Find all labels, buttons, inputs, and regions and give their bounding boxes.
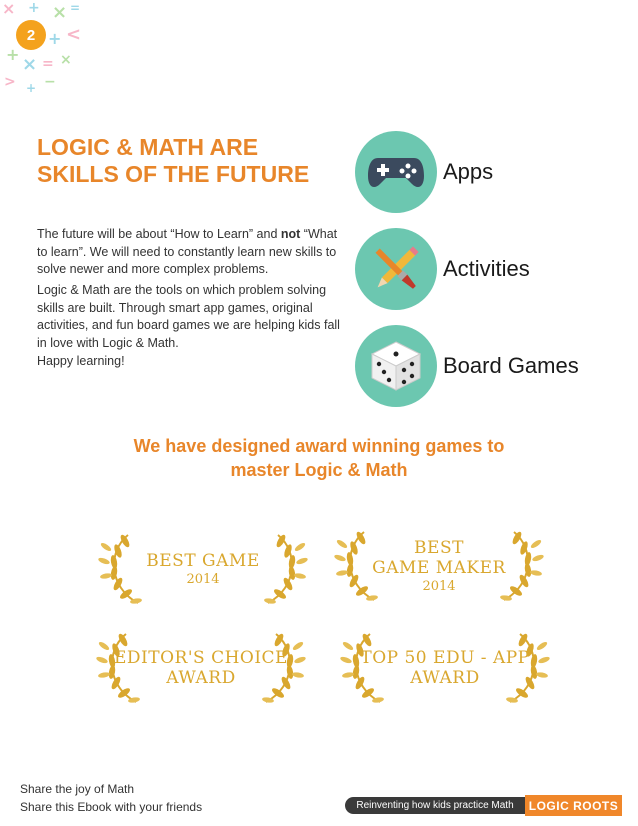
intro-paragraph (37, 226, 342, 279)
title-line-1: LOGIC & MATH ARE (37, 134, 259, 160)
svg-text:+: + (6, 45, 20, 64)
svg-text:+: + (48, 29, 62, 48)
awards-heading-line-2: master Logic & Math (230, 460, 408, 480)
award-subtitle: GAME MAKER (372, 557, 506, 578)
feature-apps (355, 131, 493, 213)
feature-label: Board Games (443, 353, 579, 378)
svg-text:<: < (66, 24, 82, 45)
award-title: BEST GAME (146, 550, 260, 571)
award-subtitle: AWARD (410, 668, 480, 688)
award-year: 2014 (186, 571, 220, 587)
feature-label: Apps (443, 159, 494, 184)
award-top-50-edu-app (340, 628, 550, 708)
svg-text:>: > (4, 74, 16, 90)
intro-text-start: The future will be about “How to Learn” and (37, 227, 281, 241)
svg-text:=: = (42, 56, 54, 72)
svg-text:+: + (26, 81, 37, 95)
award-subtitle: AWARD (166, 668, 236, 688)
feature-activities (355, 228, 530, 310)
award-best-game (98, 529, 308, 609)
award-best-game-maker (334, 526, 544, 606)
share-line-1: Share the joy of Math (20, 782, 135, 796)
svg-text:×: × (2, 0, 16, 18)
awards-heading-line-1: We have designed award winning games to (133, 436, 505, 456)
award-editors-choice (96, 628, 306, 708)
footer-tagline: Reinventing how kids practice Math (345, 797, 525, 814)
feature-board-games (355, 325, 579, 407)
intro-text-bold: not (280, 227, 301, 241)
svg-text:−: − (44, 74, 56, 90)
award-year: 2014 (422, 578, 456, 594)
award-title: TOP 50 EDU - APP (360, 648, 530, 668)
math-symbols-decoration (0, 0, 90, 100)
svg-text:×: × (60, 52, 72, 68)
award-title: BEST (414, 537, 464, 558)
svg-text:×: × (52, 2, 68, 23)
pencil-brush-icon (355, 228, 437, 310)
svg-text:+: + (28, 0, 40, 16)
title-line-2: SKILLS OF THE FUTURE (37, 161, 310, 187)
svg-text:×: × (22, 54, 38, 75)
share-ebook-link[interactable]: Share this Ebook with your friends (20, 800, 203, 814)
logic-roots-logo: LOGIC ROOTS (525, 795, 622, 816)
tools-paragraph: Logic & Math are the tools on which problem solving skills are built. Through smart app games, original activities, and fun board games we are helping kids fall in love with Logic & Math. (37, 283, 340, 350)
page-title (37, 134, 337, 188)
page-number-badge: 2 (16, 20, 46, 50)
closing-paragraph: Happy learning! (37, 354, 125, 368)
feature-label: Activities (443, 256, 530, 281)
intro-text-end: “What to learn”. We will need to constantly learn new skills to solve newer and more complex problems. (37, 227, 338, 276)
gamepad-icon (355, 131, 437, 213)
dice-icon (355, 325, 437, 407)
awards-heading (80, 434, 558, 482)
award-title: EDITOR'S CHOICE (114, 648, 288, 668)
svg-text:=: = (70, 1, 81, 15)
